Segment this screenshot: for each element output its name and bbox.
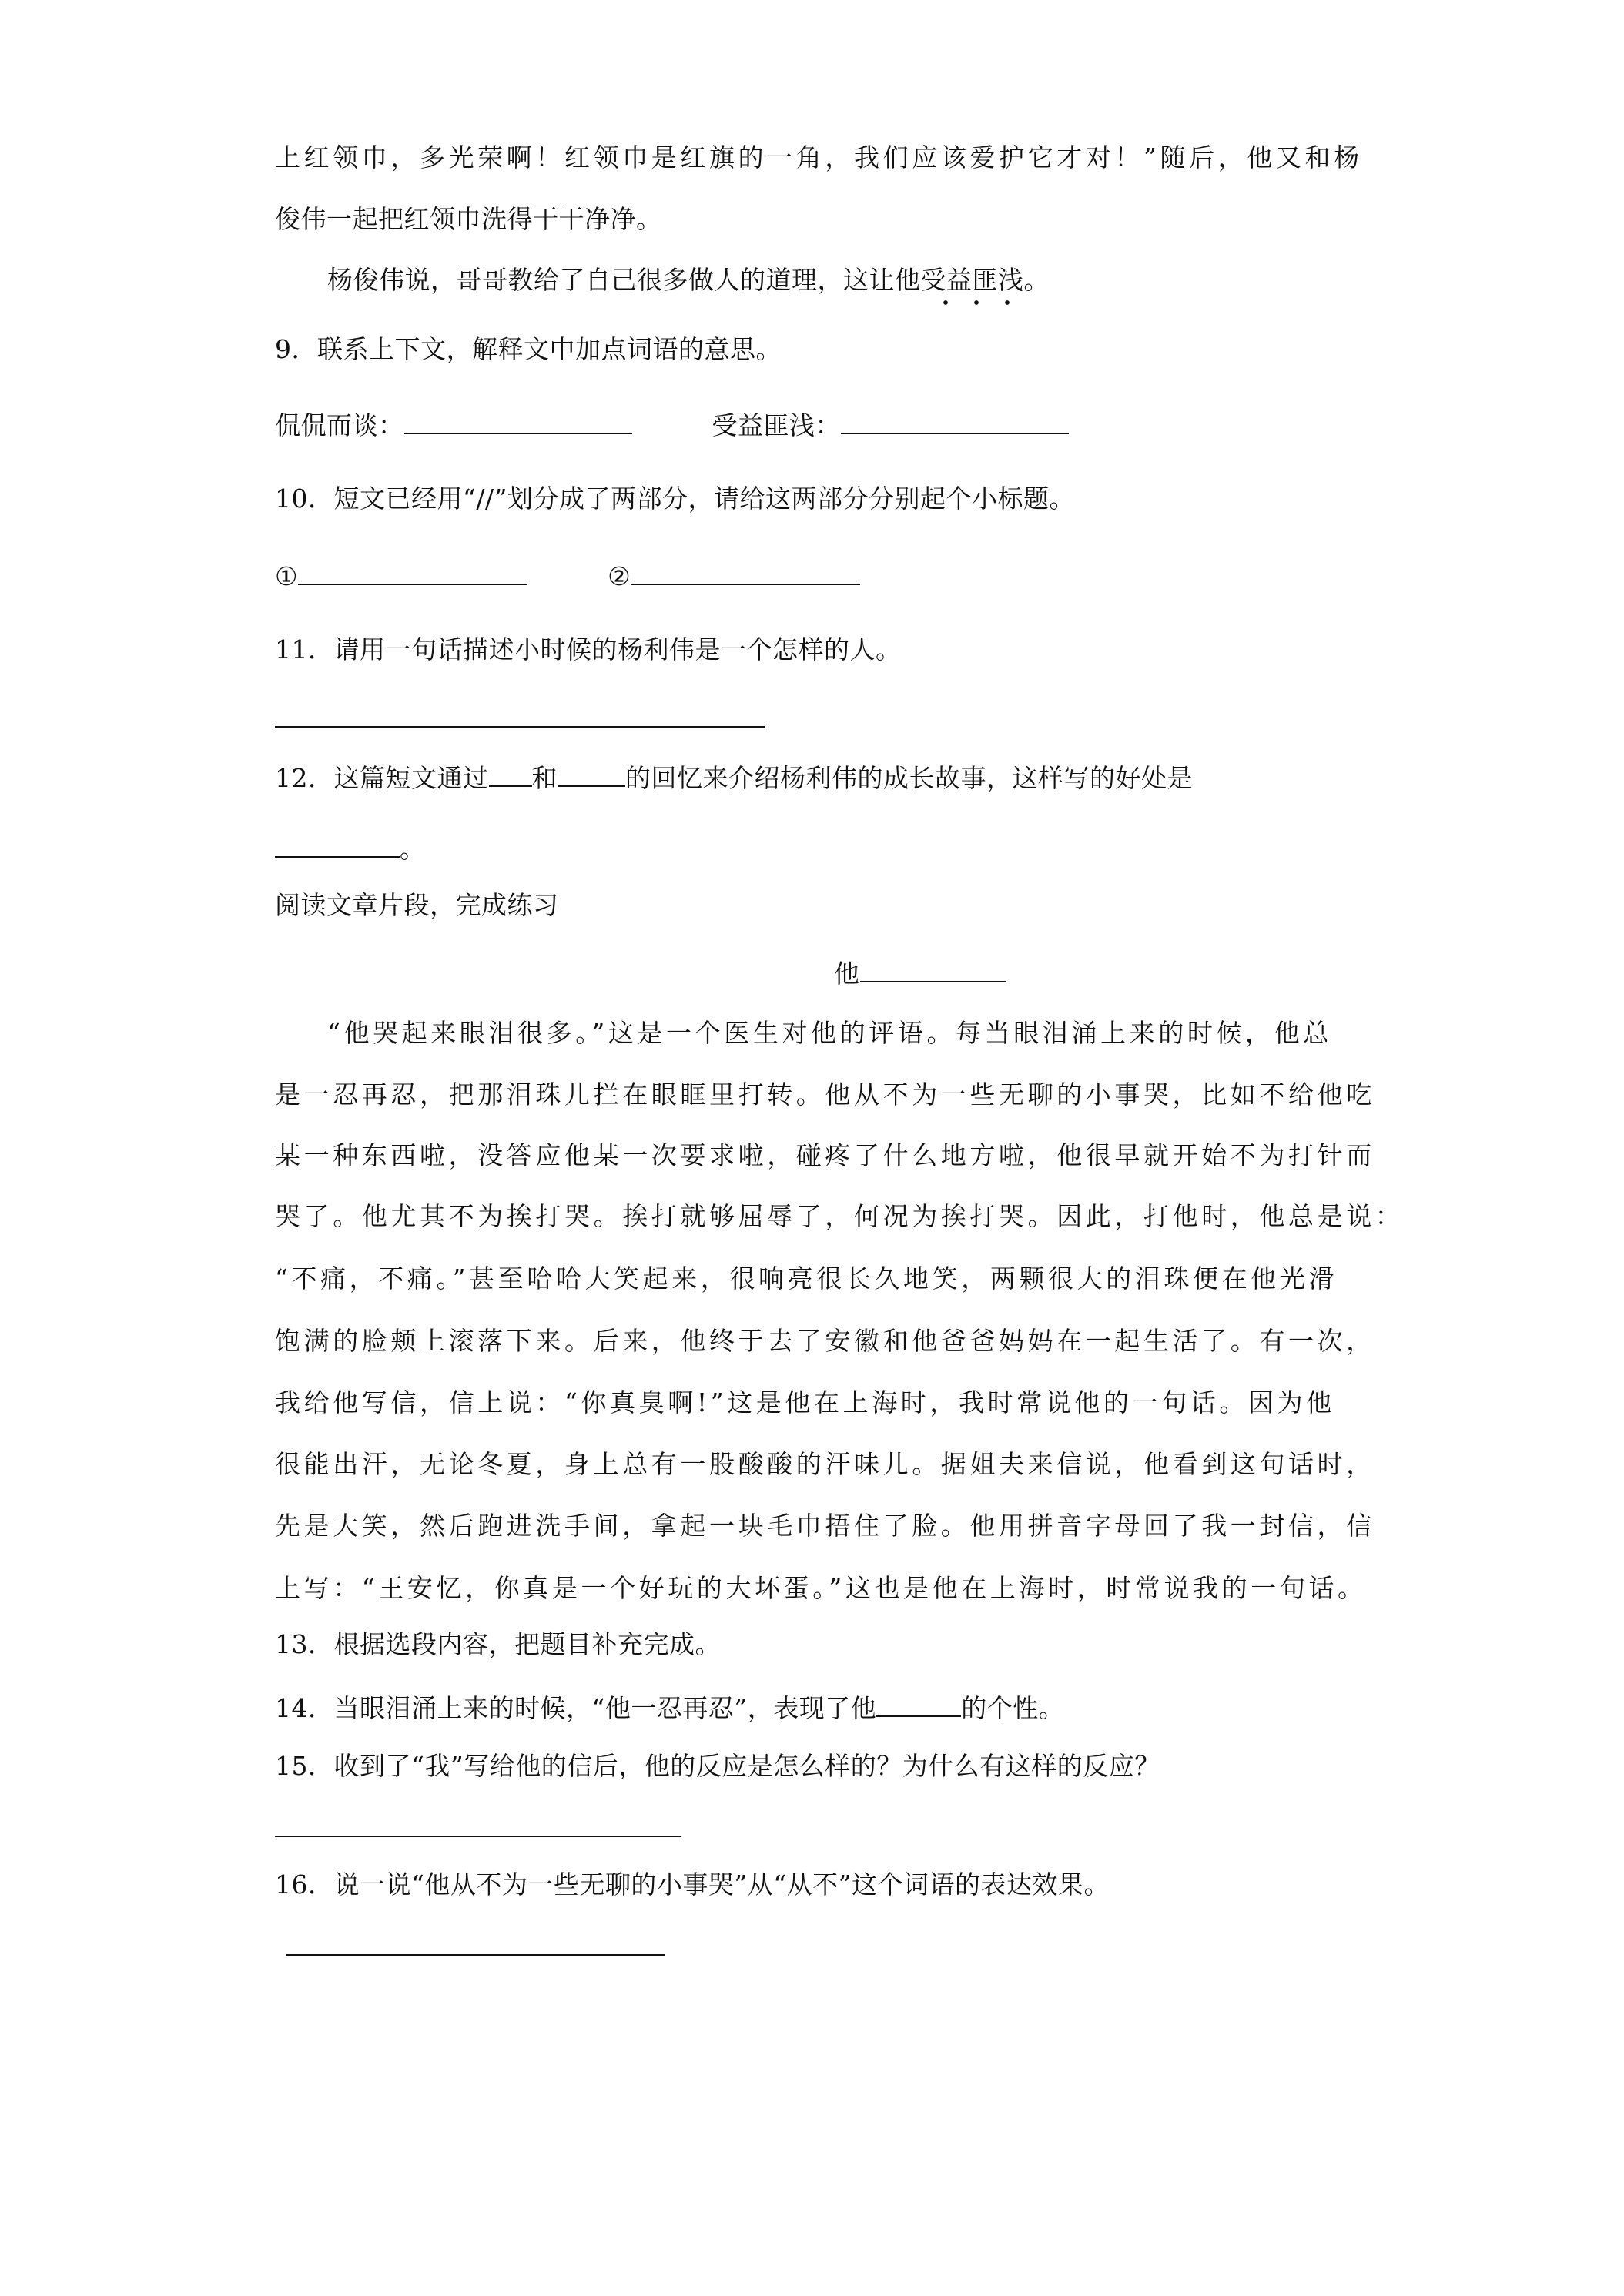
question-13: 13．根据选段内容，把题目补充完成。 <box>275 1629 721 1659</box>
q11-answer-line[interactable] <box>275 726 765 728</box>
question-10: 10．短文已经用“//”划分成了两部分，请给这两部分分别起个小标题。 <box>275 484 1075 514</box>
passage1-line-3-suffix: 。 <box>1023 265 1050 295</box>
q12-blank-2[interactable] <box>558 759 625 787</box>
passage1-line-2: 俊伟一起把红领巾洗得干干净净。 <box>275 204 662 234</box>
q16-answer-line[interactable] <box>286 1954 665 1956</box>
q10-a-label: ① <box>275 561 299 591</box>
passage2-title-blank[interactable] <box>860 955 1006 982</box>
question-12 <box>275 759 1193 795</box>
q10-b-blank[interactable] <box>631 557 860 585</box>
q14-part2: 的个性。 <box>961 1693 1065 1723</box>
passage2-line-1: “他哭起来眼泪很多。”这是一个医生对他的评语。每当眼泪涌上来的时候，他总 <box>327 1018 1332 1048</box>
passage2-line-5: “不痛，不痛。”甚至哈哈大笑起来，很响亮很长久地笑，两颗很大的泪珠便在他光滑 <box>275 1263 1338 1294</box>
dotted-word-shouyi: 受益匪浅 <box>921 263 1024 297</box>
q12-part1: 12．这篇短文通过 <box>275 763 489 793</box>
question-9: 9．联系上下文，解释文中加点词语的意思。 <box>275 334 782 364</box>
passage2-title <box>834 955 1006 991</box>
q9-b-blank[interactable] <box>841 407 1069 434</box>
q10-answer-row <box>275 557 860 594</box>
q15-answer-line[interactable] <box>275 1836 681 1837</box>
q12-part2: 和 <box>531 763 558 793</box>
passage2-line-9: 先是大笑，然后跑进洗手间，拿起一块毛巾捂住了脸。他用拼音字母回了我一封信，信 <box>275 1511 1375 1541</box>
question-11: 11．请用一句话描述小时候的杨利伟是一个怎样的人。 <box>275 634 902 664</box>
q14-blank[interactable] <box>876 1689 961 1717</box>
passage2-line-3: 某一种东西啦，没答应他某一次要求啦，碰疼了什么地方啦，他很早就开始不为打针而 <box>275 1140 1375 1170</box>
passage1-line-1: 上红领巾，多光荣啊！红领巾是红旗的一角，我们应该爱护它才对！”随后，他又和杨 <box>275 142 1363 172</box>
question-14 <box>275 1689 1064 1725</box>
passage2-line-7: 我给他写信，信上说：“你真臭啊!”这是他在上海时，我时常说他的一句话。因为他 <box>275 1387 1335 1417</box>
passage2-line-10: 上写：“王安忆，你真是一个好玩的大坏蛋。”这也是他在上海时，时常说我的一句话。 <box>275 1573 1367 1603</box>
q9-a-blank[interactable] <box>404 407 632 434</box>
q10-b-label: ② <box>608 561 631 591</box>
q10-a-blank[interactable] <box>298 557 527 585</box>
passage2-line-6: 饱满的脸颊上滚落下来。后来，他终于去了安徽和他爸爸妈妈在一起生活了。有一次， <box>275 1326 1375 1356</box>
passage1-line-3 <box>327 263 1050 297</box>
q9-b-label: 受益匪浅： <box>712 410 841 440</box>
passage2-line-2: 是一忍再忍，把那泪珠儿拦在眼眶里打转。他从不为一些无聊的小事哭，比如不给他吃 <box>275 1079 1375 1110</box>
section-heading: 阅读文章片段，完成练习 <box>275 890 559 920</box>
q12-answer-row <box>275 830 426 866</box>
passage2-title-prefix: 他 <box>834 959 860 989</box>
passage2-line-8: 很能出汗，无论冬夏，身上总有一股酸酸的汗味儿。据姐夫来信说，他看到这句话时， <box>275 1449 1375 1479</box>
q12-end: 。 <box>400 834 426 864</box>
question-15: 15．收到了“我”写给他的信后，他的反应是怎么样的？为什么有这样的反应？ <box>275 1751 1160 1781</box>
q9-a-label: 侃侃而谈： <box>275 410 404 440</box>
passage1-line-3-prefix: 杨俊伟说，哥哥教给了自己很多做人的道理，这让他 <box>327 265 921 295</box>
q12-blank-1[interactable] <box>489 759 532 787</box>
q9-answer-row <box>275 407 1069 443</box>
passage2-line-4: 哭了。他尤其不为挨打哭。挨打就够屈辱了，何况为挨打哭。因此，打他时，他总是说： <box>275 1201 1405 1231</box>
q14-part1: 14．当眼泪涌上来的时候，“他一忍再忍”，表现了他 <box>275 1693 877 1723</box>
question-16: 16．说一说“他从不为一些无聊的小事哭”从“从不”这个词语的表达效果。 <box>275 1869 1110 1899</box>
q12-part3: 的回忆来介绍杨利伟的成长故事，这样写的好处是 <box>625 763 1193 793</box>
q12-blank-3[interactable] <box>275 830 400 858</box>
